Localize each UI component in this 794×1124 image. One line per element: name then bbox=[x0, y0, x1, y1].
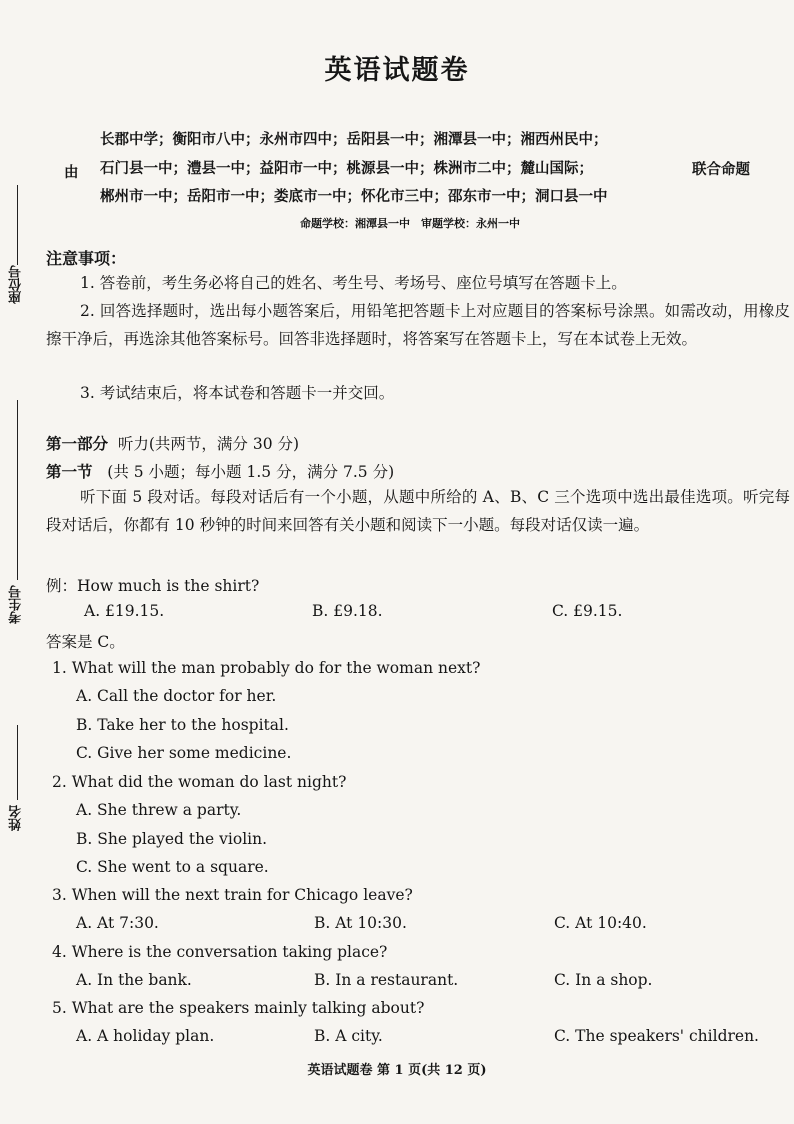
q2-option-c: C. She went to a square. bbox=[76, 858, 269, 876]
section1-label: 第一节 bbox=[46, 463, 93, 481]
part1-heading bbox=[46, 432, 299, 454]
section1-title: (共 5 小题；每小题 1.5 分，满分 7.5 分) bbox=[107, 463, 395, 481]
q3-option-b: B. At 10:30. bbox=[314, 914, 407, 932]
q1-option-b: B. Take her to the hospital. bbox=[76, 716, 289, 734]
seat-number-line bbox=[17, 185, 18, 265]
q2-option-a: A. She threw a party. bbox=[76, 801, 242, 819]
part1-label: 第一部分 bbox=[46, 435, 109, 453]
schools-line-1: 长郡中学；衡阳市八中；永州市四中；岳阳县一中；湘潭县一中；湘西州民中； bbox=[100, 131, 608, 148]
question-3: 3. When will the next train for Chicago leave? bbox=[52, 886, 413, 904]
q3-option-a: A. At 7:30. bbox=[76, 914, 159, 932]
notice-item-2: 2. 回答选择题时，选出每小题答案后，用铅笔把答题卡上对应题目的答案标号涂黑。如需改动，用橡皮擦干净后，再选涂其他答案标号。回答非选择题时，将答案写在答题卡上，写在本试卷上无效。 bbox=[46, 302, 790, 348]
schools-line-3: 郴州市一中；岳阳市一中；娄底市一中；怀化市三中；邵东市一中；洞口县一中 bbox=[100, 188, 608, 205]
setter-schools: 命题学校：湘潭县一中 审题学校：永州一中 bbox=[300, 217, 520, 230]
section1-instructions: 听下面 5 段对话。每段对话后有一个小题，从题中所给的 A、B、C 三个选项中选出最佳选项。听完每段对话后，你都有 10 秒钟的时间来回答有关小题和阅读下一小题。每段对话仅读一遍。 bbox=[46, 488, 790, 534]
joint-label: 联合命题 bbox=[692, 161, 750, 178]
section1-heading bbox=[46, 460, 394, 482]
question-2: 2. What did the woman do last night? bbox=[52, 773, 347, 791]
page-footer: 英语试题卷 第 1 页(共 12 页) bbox=[307, 1063, 487, 1078]
seat-number-field bbox=[4, 185, 30, 325]
name-field bbox=[4, 725, 30, 855]
example-option-c: C. £9.15. bbox=[552, 602, 623, 620]
page-title: 英语试题卷 bbox=[324, 55, 470, 86]
exam-number-line bbox=[17, 400, 18, 580]
q3-option-c: C. At 10:40. bbox=[554, 914, 647, 932]
notice-item-3: 3. 考试结束后，将本试卷和答题卡一并交回。 bbox=[80, 384, 395, 402]
example-answer: 答案是 C。 bbox=[46, 633, 125, 651]
notice-heading: 注意事项： bbox=[46, 249, 127, 268]
q5-option-a: A. A holiday plan. bbox=[76, 1027, 215, 1045]
example-option-b: B. £9.18. bbox=[312, 602, 383, 620]
seat-number-label: 座位号 bbox=[9, 265, 24, 304]
part1-title: 听力(共两节，满分 30 分) bbox=[117, 435, 300, 453]
name-label: 姓名 bbox=[9, 805, 24, 831]
exam-number-field bbox=[4, 400, 30, 640]
q4-option-b: B. In a restaurant. bbox=[314, 971, 459, 989]
q1-option-c: C. Give her some medicine. bbox=[76, 744, 292, 762]
q2-option-b: B. She played the violin. bbox=[76, 830, 268, 848]
question-5: 5. What are the speakers mainly talking about? bbox=[52, 999, 425, 1017]
notice-item-1: 1. 答卷前，考生务必将自己的姓名、考生号、考场号、座位号填写在答题卡上。 bbox=[80, 274, 627, 292]
exam-number-label: 考生号 bbox=[9, 585, 24, 624]
by-label: 由 bbox=[64, 164, 79, 181]
q5-option-c: C. The speakers' children. bbox=[554, 1027, 759, 1045]
q5-option-b: B. A city. bbox=[314, 1027, 383, 1045]
example-option-a: A. £19.15. bbox=[84, 602, 165, 620]
name-line bbox=[17, 725, 18, 800]
q1-option-a: A. Call the doctor for her. bbox=[76, 687, 277, 705]
schools-line-2: 石门县一中；澧县一中；益阳市一中；桃源县一中；株洲市二中；麓山国际； bbox=[100, 160, 593, 177]
question-4: 4. Where is the conversation taking place? bbox=[52, 943, 388, 961]
q4-option-c: C. In a shop. bbox=[554, 971, 653, 989]
q4-option-a: A. In the bank. bbox=[76, 971, 192, 989]
example-question: 例：How much is the shirt? bbox=[46, 577, 260, 595]
question-1: 1. What will the man probably do for the woman next? bbox=[52, 659, 481, 677]
